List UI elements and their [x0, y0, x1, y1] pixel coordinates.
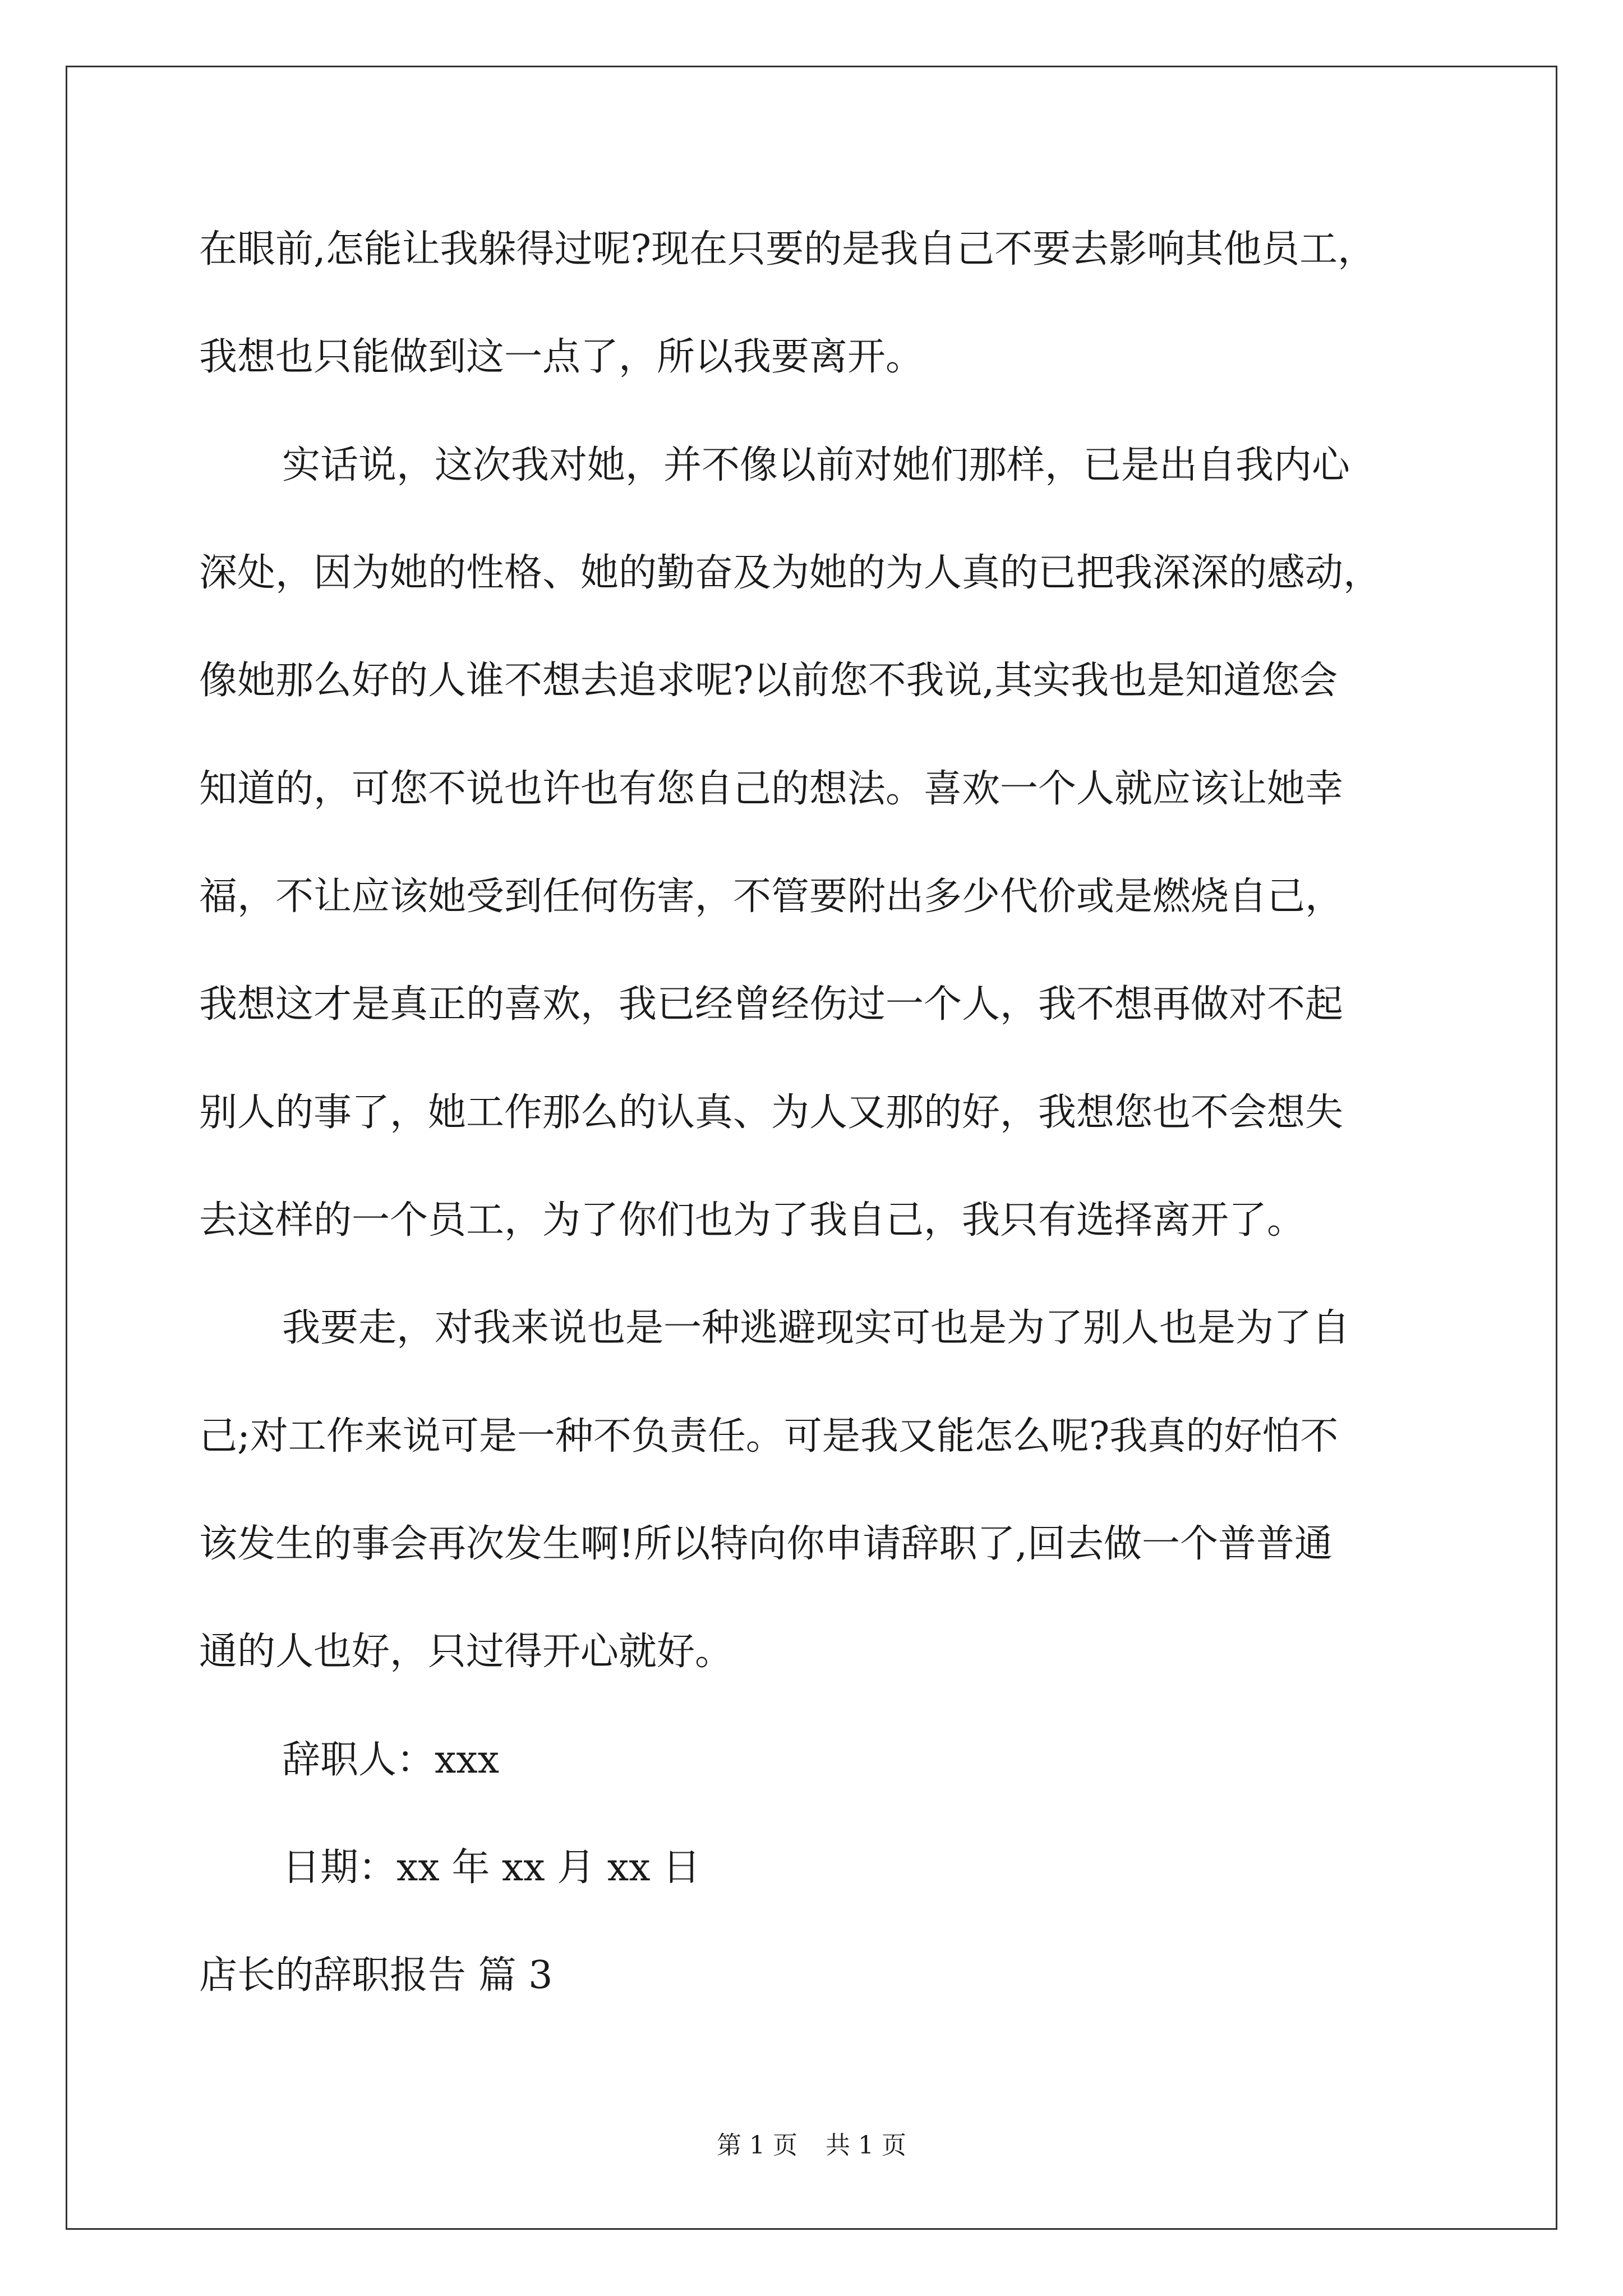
page-total: 共 1 页: [826, 2131, 906, 2160]
body-line-1: 在眼前,怎能让我躲得过呢?现在只要的是我自己不要去影响其他员工，: [199, 227, 1376, 272]
signer-line: 辞职人：xxx: [282, 1738, 500, 1782]
body-line-5: 像她那么好的人谁不想去追求呢?以前您不我说,其实我也是知道您会: [199, 659, 1338, 703]
section-heading: 店长的辞职报告 篇 3: [199, 1953, 553, 1998]
body-line-3: 实话说，这次我对她，并不像以前对她们那样，已是出自我内心: [282, 443, 1350, 487]
date-line: 日期：xx 年 xx 月 xx 日: [282, 1846, 701, 1890]
body-line-4: 深处，因为她的性格、她的勤奋及为她的为人真的已把我深深的感动，: [199, 551, 1382, 595]
page-footer: [0, 2129, 1623, 2162]
body-line-12: 己;对工作来说可是一种不负责任。可是我又能怎么呢?我真的好怕不: [199, 1414, 1339, 1458]
body-line-13: 该发生的事会再次发生啊!所以特向你申请辞职了,回去做一个普普通: [199, 1522, 1332, 1566]
page-frame: [66, 66, 1557, 2230]
body-line-7: 福，不让应该她受到任何伤害，不管要附出多少代价或是燃烧自己，: [199, 875, 1344, 919]
body-line-2: 我想也只能做到这一点了，所以我要离开。: [199, 335, 924, 379]
page-number: 第 1 页: [717, 2131, 797, 2160]
body-line-6: 知道的，可您不说也许也有您自己的想法。喜欢一个人就应该让她幸: [199, 767, 1344, 811]
body-line-9: 别人的事了，她工作那么的认真、为人又那的好，我想您也不会想失: [199, 1091, 1344, 1135]
body-line-14: 通的人也好，只过得开心就好。: [199, 1630, 734, 1674]
body-line-8: 我想这才是真正的喜欢，我已经曾经伤过一个人，我不想再做对不起: [199, 982, 1344, 1027]
body-line-10: 去这样的一个员工，为了你们也为了我自己，我只有选择离开了。: [199, 1198, 1306, 1243]
body-line-11: 我要走，对我来说也是一种逃避现实可也是为了别人也是为了自: [282, 1306, 1350, 1350]
